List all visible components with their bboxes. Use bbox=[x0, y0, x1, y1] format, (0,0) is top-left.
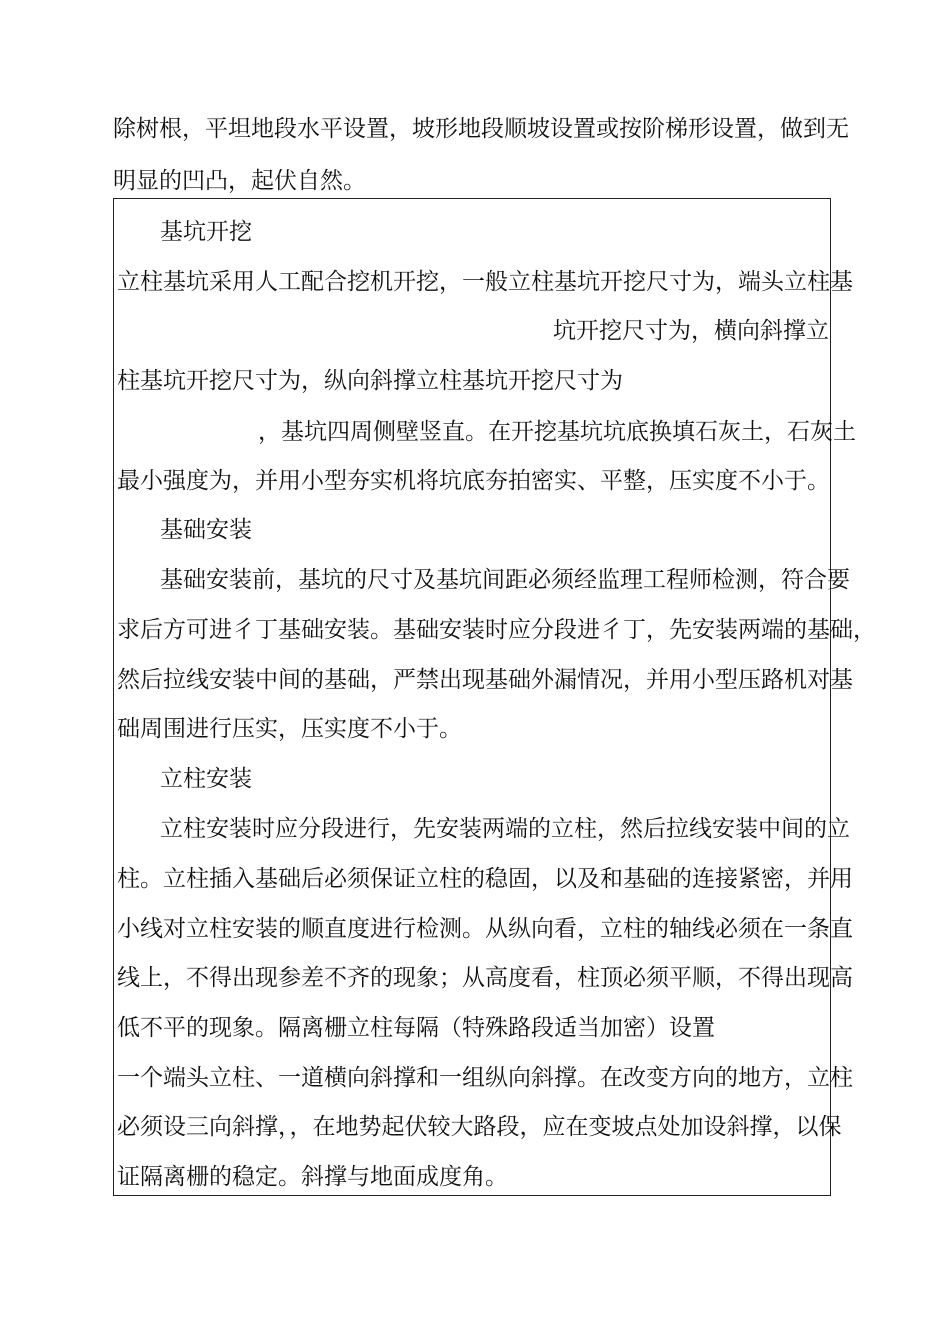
excavation-line-1: 立柱基坑采用人工配合挖机开挖，一般立柱基坑开挖尺寸为，端头立柱基 bbox=[117, 269, 853, 295]
section-heading-foundation: 基础安装 bbox=[160, 517, 252, 543]
column-line-2: 柱。立柱插入基础后必须保证立柱的稳固，以及和基础的连接紧密，并用 bbox=[117, 866, 853, 892]
foundation-line-3: 然后拉线安装中间的基础，严禁出现基础外漏情况，并用小型压路机对基 bbox=[117, 667, 853, 693]
column-line-1: 立柱安装时应分段进行，先安装两端的立柱，然后拉线安装中间的立 bbox=[160, 816, 850, 842]
excavation-line-5: 最小强度为，并用小型夯实机将坑底夯拍密实、平整，压实度不小于。 bbox=[117, 468, 830, 494]
column-line-4: 线上，不得出现参差不齐的现象；从高度看，柱顶必须平顺，不得出现高 bbox=[117, 965, 853, 991]
section-heading-excavation: 基坑开挖 bbox=[160, 219, 252, 245]
section-heading-column: 立柱安装 bbox=[160, 766, 252, 792]
column-line-3: 小线对立柱安装的顺直度进行检测。从纵向看，立柱的轴线必须在一条直 bbox=[117, 916, 853, 942]
foundation-line-2: 求后方可进彳丁基础安装。基础安装时应分段进彳丁，先安装两端的基础， bbox=[117, 617, 876, 643]
foundation-line-1: 基础安装前，基坑的尺寸及基坑间距必须经监理工程师检测，符合要 bbox=[160, 567, 850, 593]
column-line-8: 证隔离栅的稳定。斜撑与地面成度角。 bbox=[117, 1164, 508, 1190]
foundation-line-4: 础周围进行压实，压实度不小于。 bbox=[117, 716, 462, 742]
excavation-line-2: 坑开挖尺寸为，横向斜撑立 bbox=[553, 318, 829, 344]
excavation-line-3: 柱基坑开挖尺寸为，纵向斜撑立柱基坑开挖尺寸为 bbox=[117, 368, 623, 394]
content-box bbox=[113, 198, 876, 1196]
intro-line-1: 除树根，平坦地段水平设置，坡形地段顺坡设置或按阶梯形设置，做到无 bbox=[113, 116, 849, 142]
excavation-line-4: ，基坑四周侧壁竖直。在开挖基坑坑底换填石灰土，石灰土 bbox=[258, 419, 856, 445]
column-line-5: 低不平的现象。隔离栅立柱每隔（特殊路段适当加密）设置 bbox=[117, 1015, 715, 1041]
column-line-7: 必须设三向斜撑，，在地势起伏较大路段，应在变坡点处加设斜撑，以保 bbox=[117, 1114, 842, 1140]
intro-line-2: 明显的凹凸，起伏自然。 bbox=[113, 168, 366, 194]
column-line-6: 一个端头立柱、一道横向斜撑和一组纵向斜撑。在改变方向的地方，立柱 bbox=[117, 1065, 853, 1091]
